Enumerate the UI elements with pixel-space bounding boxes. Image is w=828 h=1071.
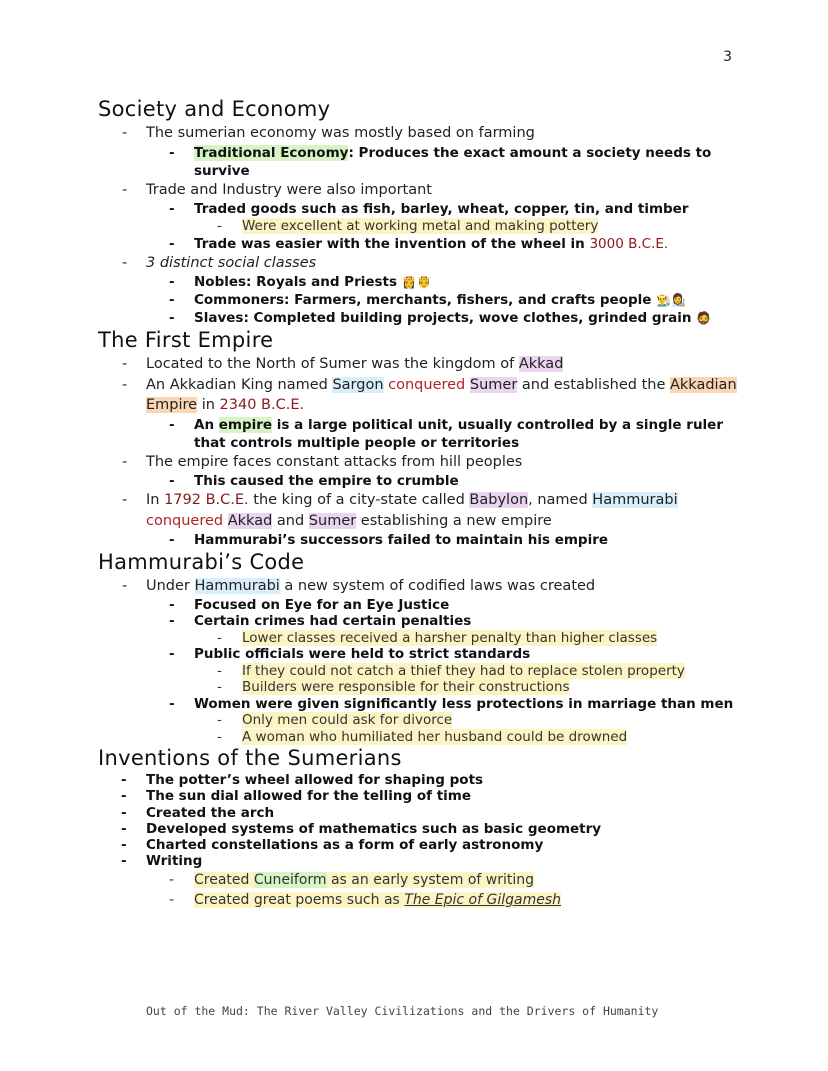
list-item: - The sun dial allowed for the telling of time [146,788,748,804]
page-footer: Out of the Mud: The River Valley Civilizations and the Drivers of Humanity [146,1004,659,1018]
list-item: - Trade and Industry were also important - Traded goods such as fish, barley, wheat, copper, tin, and timber - Were excellent at working metal and making pottery - Trade was easier with the invention of the wheel in 3000 B.C.E. [146,180,748,253]
list-item: - Traditional Economy: Produces the exact amount a society needs to survive [194,144,748,180]
list-item: - Located to the North of Sumer was the kingdom of Akkad [146,354,748,375]
list-item: - Nobles: Royals and Priests 👸🤴 [194,273,748,291]
society-list [98,123,748,327]
list-item: - This caused the empire to crumble [194,472,748,490]
list-item: - The potter’s wheel allowed for shaping pots [146,772,748,788]
list-item: - Only men could ask for divorce [242,712,748,729]
list-item: - Charted constellations as a form of early astronomy [146,837,748,853]
list-item: - If they could not catch a thief they had to replace stolen property [242,663,748,680]
list-item: - Women were given significantly less protections in marriage than men - Only men could ask for divorce - A woman who humiliated her husband could be drowned [194,696,748,746]
section-title-hammurabi-code: Hammurabi’s Code [98,550,305,574]
section-title-first-empire: The First Empire [98,328,274,352]
list-item: - Developed systems of mathematics such as basic geometry [146,821,748,837]
list-item: - Focused on Eye for an Eye Justice [194,597,748,614]
list-item: - Created Cuneiform as an early system of writing [194,870,748,890]
list-item: - An empire is a large political unit, usually controlled by a single ruler that controls multiple people or territories [194,416,748,452]
list-item: - A woman who humiliated her husband could be drowned [242,729,748,746]
list-item: - Certain crimes had certain penalties - Lower classes received a harsher penalty than higher classes [194,613,748,646]
page-number: 3 [723,49,732,65]
list-item: - Hammurabi’s successors failed to maintain his empire [194,531,748,549]
list-item: - An Akkadian King named Sargon conquered Sumer and established the Akkadian Empire in 2340 B.C.E. - An empire is a large political unit, usually controlled by a single ruler that controls multiple people or territories [146,375,748,452]
list-item: - Builders were responsible for their constructions [242,679,748,696]
list-item: - Lower classes received a harsher penalty than higher classes [242,630,748,647]
epic-title: The Epic of Gilgamesh [404,891,561,908]
section-title-inventions: Inventions of the Sumerians [98,746,402,770]
list-item: - Were excellent at working metal and making pottery [242,218,748,235]
list-item: - Commoners: Farmers, merchants, fishers, and crafts people 👨‍🌾👩‍🎨 [194,291,748,309]
document-body [98,96,748,910]
term-traditional-economy: Traditional Economy [194,144,349,161]
person-emoji-icon: 🧔 [696,311,712,325]
list-item: - Created the arch [146,805,748,821]
list-item: - Writing - Created Cuneiform as an early system of writing - Created great poems such as The Epic of Gilgamesh [146,853,748,909]
list-item: - In 1792 B.C.E. the king of a city-state called Babylon, named Hammurabi conquered Akkad and Sumer establishing a new empire - Hammurabi’s successors failed to maintain his empire [146,490,748,549]
list-item: - The sumerian economy was mostly based on farming - Traditional Economy: Produces the exact amount a society needs to survive [146,123,748,180]
inventions-list [98,772,748,910]
section-title-society: Society and Economy [98,97,331,121]
list-item: - Traded goods such as fish, barley, wheat, copper, tin, and timber - Were excellent at working metal and making pottery [194,200,748,235]
list-item: - Trade was easier with the invention of the wheel in 3000 B.C.E. [194,235,748,253]
list-item: - Slaves: Completed building projects, wove clothes, grinded grain 🧔 [194,309,748,327]
date-3000: 3000 B.C.E. [589,235,669,252]
list-item: - 3 distinct social classes - Nobles: Royals and Priests 👸🤴 - Commoners: Farmers, merchants, fishers, and crafts people 👨‍🌾👩‍🎨 - Slaves: Completed building projects, wove clothes, grinded grain 🧔 [146,253,748,328]
royal-emoji-icon: 👸🤴 [401,275,432,289]
worker-emoji-icon: 👨‍🌾👩‍🎨 [656,293,687,307]
code-list [98,576,748,745]
list-item: - Public officials were held to strict standards - If they could not catch a thief they had to replace stolen property - Builders were responsible for their constructions [194,646,748,696]
list-item: - Under Hammurabi a new system of codified laws was created - Focused on Eye for an Eye Justice - Certain crimes had certain penalties - Lower classes received a harsher penalty than higher classes - Public officials were held to strict standards - If they could not catch a thief they had to replace stolen property - Builders were responsible for their constructions - Women were given significantly less protections in marriage than men - Only men could ask for divorce - A woman who humiliated her husband could be drowned [146,576,748,745]
empire-list [98,354,748,549]
list-item: - The empire faces constant attacks from hill peoples - This caused the empire to crumble [146,452,748,491]
list-item: - Created great poems such as The Epic of Gilgamesh [194,890,748,910]
